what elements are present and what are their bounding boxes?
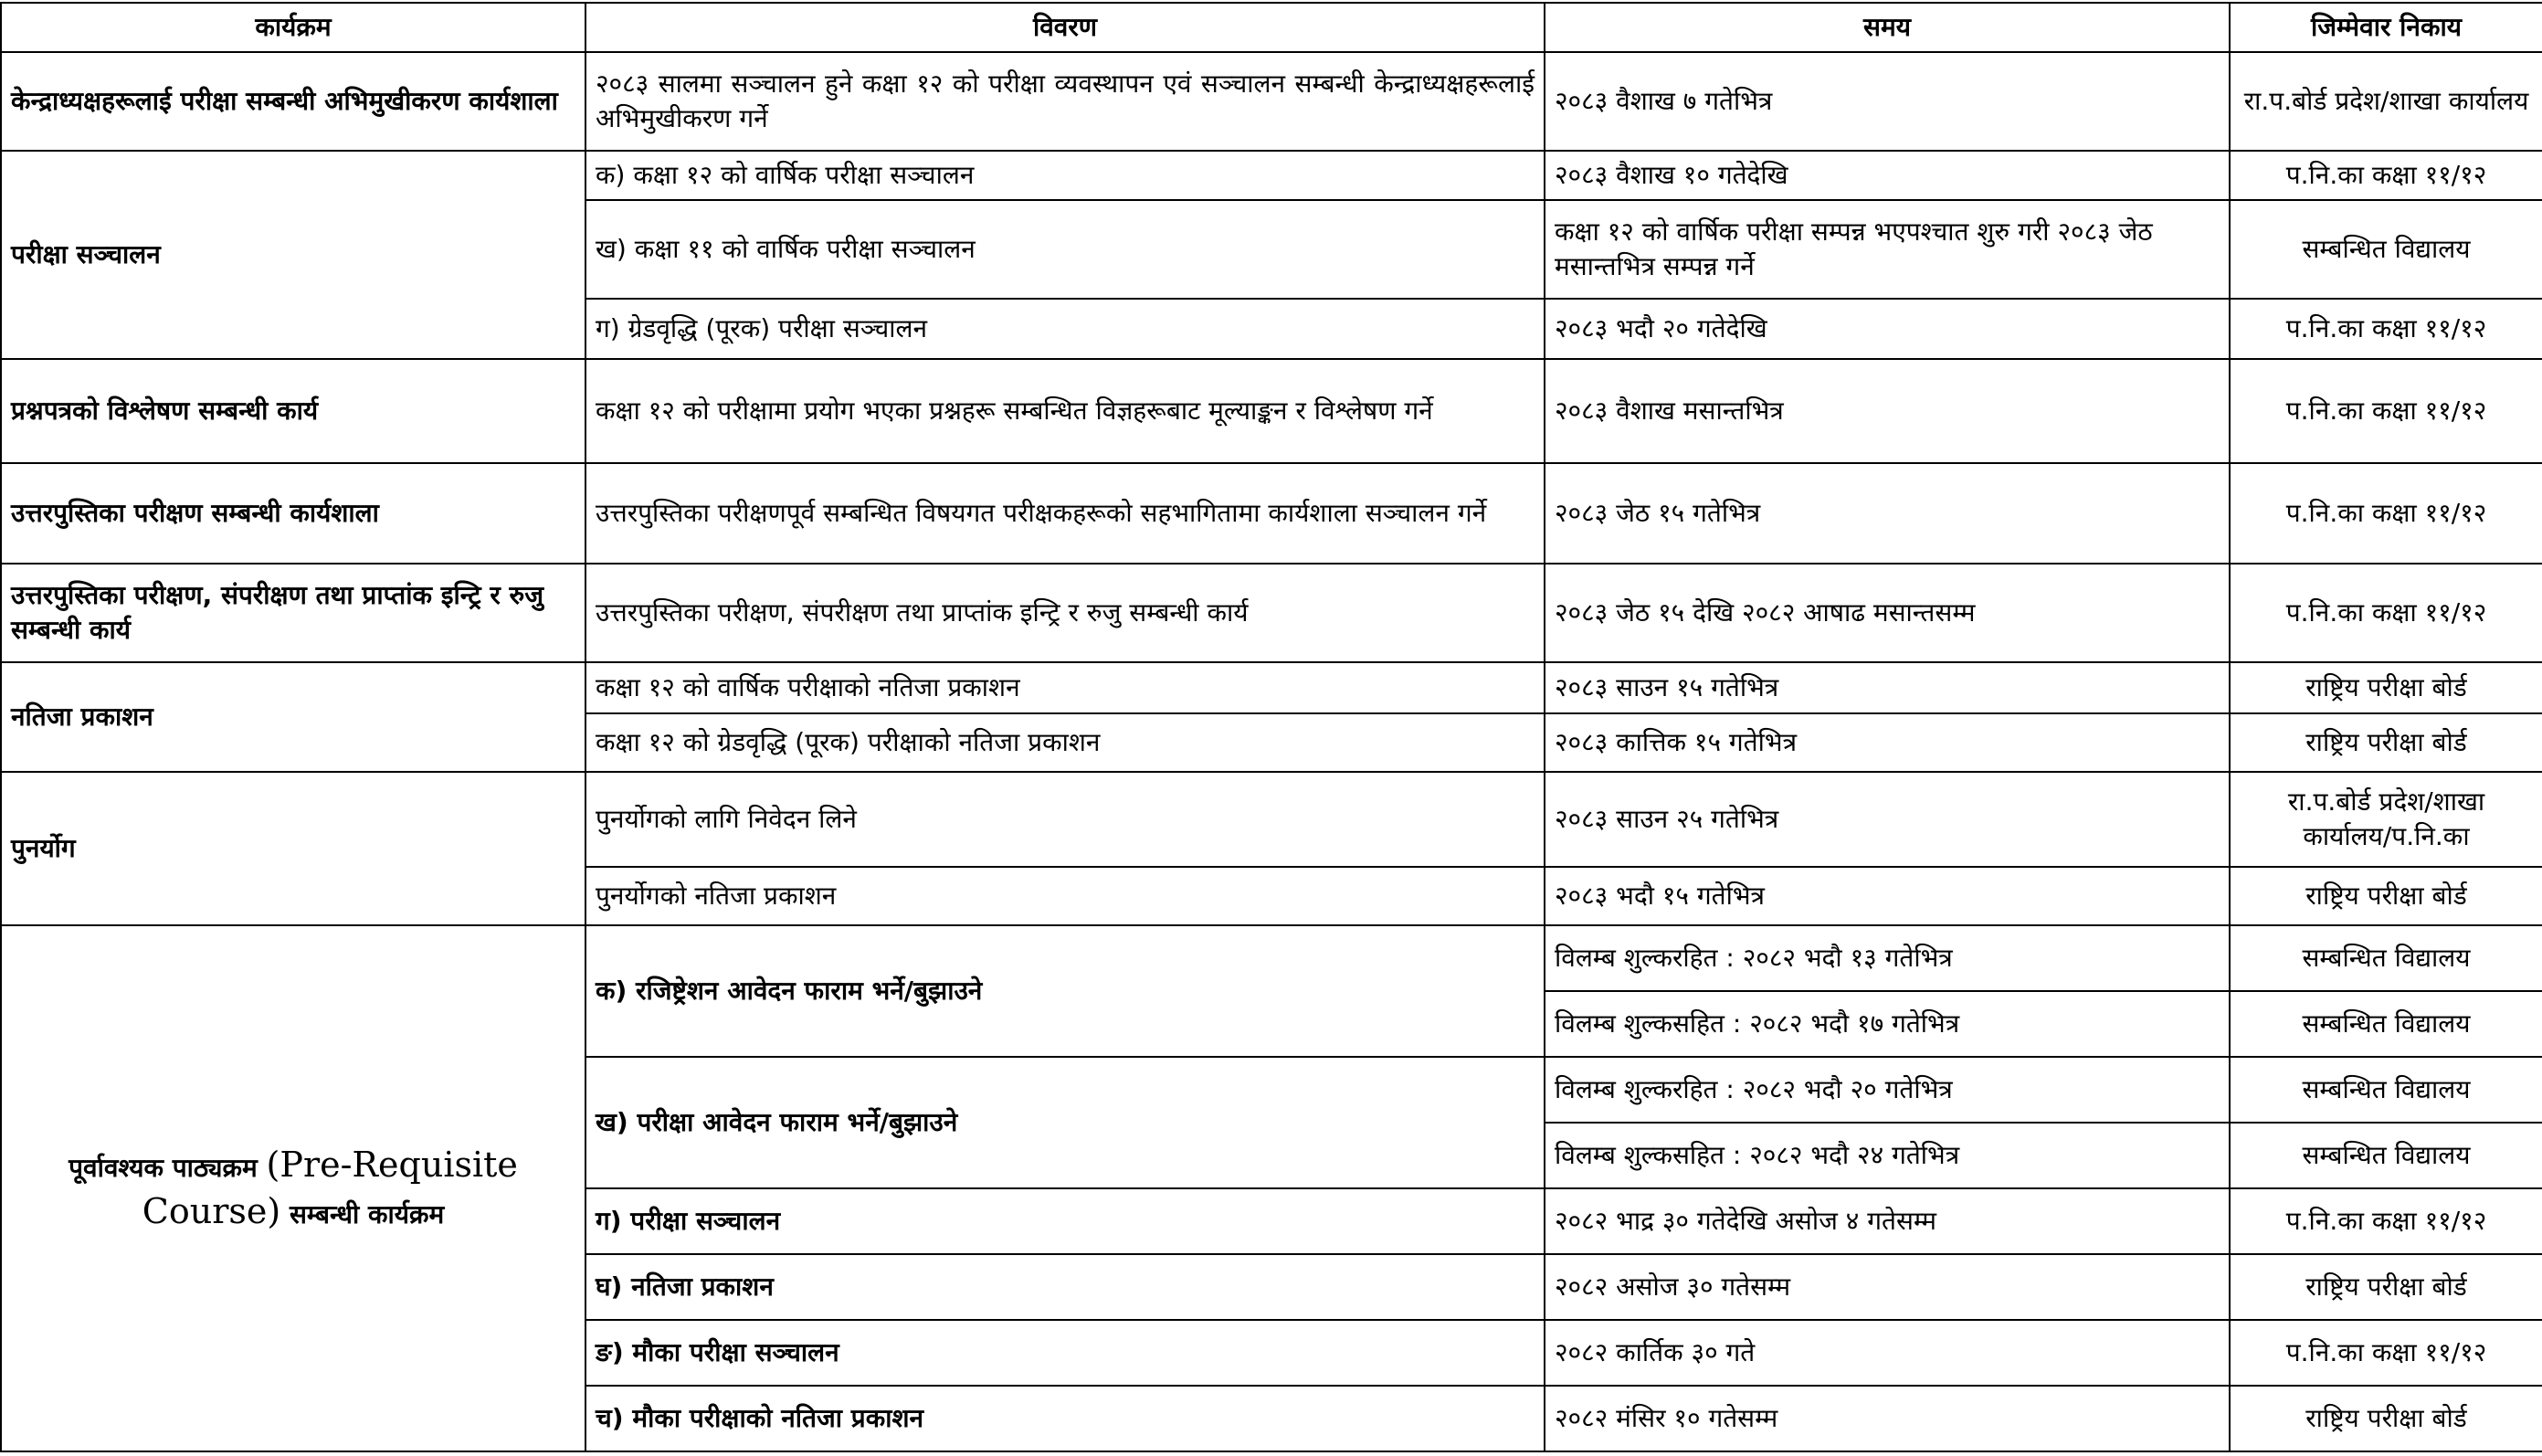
- responsible-cell: रा.प.बोर्ड प्रदेश/शाखा कार्यालय: [2230, 52, 2542, 151]
- description-cell: क) रजिष्ट्रेशन आवेदन फाराम भर्ने/बुझाउने: [585, 925, 1545, 1057]
- responsible-cell: सम्बन्धित विद्यालय: [2230, 200, 2542, 299]
- time-cell: २०८२ कार्तिक ३० गते: [1545, 1320, 2230, 1386]
- description-cell: ख) कक्षा ११ को वार्षिक परीक्षा सञ्चालन: [585, 200, 1545, 299]
- time-cell: २०८३ जेठ १५ गतेभित्र: [1545, 463, 2230, 564]
- description-cell: कक्षा १२ को ग्रेडवृद्धि (पूरक) परीक्षाको नतिजा प्रकाशन: [585, 713, 1545, 772]
- header-description: विवरण: [585, 3, 1545, 52]
- program-cell: प्रश्नपत्रको विश्लेषण सम्बन्धी कार्य: [1, 359, 585, 463]
- description-cell: क) कक्षा १२ को वार्षिक परीक्षा सञ्चालन: [585, 151, 1545, 200]
- program-cell: नतिजा प्रकाशन: [1, 662, 585, 772]
- time-cell: २०८२ भाद्र ३० गतेदेखि असोज ४ गतेसम्म: [1545, 1188, 2230, 1254]
- responsible-cell: सम्बन्धित विद्यालय: [2230, 925, 2542, 991]
- table-row: [1, 463, 2542, 564]
- time-cell: विलम्ब शुल्कसहित : २०८२ भदौ २४ गतेभित्र: [1545, 1123, 2230, 1188]
- responsible-cell: प.नि.का कक्षा ११/१२: [2230, 1320, 2542, 1386]
- program-cell: परीक्षा सञ्चालन: [1, 151, 585, 359]
- responsible-cell: सम्बन्धित विद्यालय: [2230, 1123, 2542, 1188]
- table-row: [1, 925, 2542, 991]
- responsible-cell: प.नि.का कक्षा ११/१२: [2230, 1188, 2542, 1254]
- responsible-cell: रा.प.बोर्ड प्रदेश/शाखा कार्यालय/प.नि.का: [2230, 772, 2542, 867]
- table-header-row: [1, 3, 2542, 52]
- description-cell: ङ) मौका परीक्षा सञ्चालन: [585, 1320, 1545, 1386]
- description-cell: पुनर्योगको लागि निवेदन लिने: [585, 772, 1545, 867]
- program-cell: पुनर्योग: [1, 772, 585, 925]
- responsible-cell: सम्बन्धित विद्यालय: [2230, 991, 2542, 1057]
- time-cell: २०८३ भदौ १५ गतेभित्र: [1545, 867, 2230, 925]
- time-cell: २०८३ कात्तिक १५ गतेभित्र: [1545, 713, 2230, 772]
- table-row: [1, 662, 2542, 713]
- program-cell: केन्द्राध्यक्षहरूलाई परीक्षा सम्बन्धी अभिमुखीकरण कार्यशाला: [1, 52, 585, 151]
- time-cell: २०८३ भदौ २० गतेदेखि: [1545, 299, 2230, 359]
- program-latin-text: (Pre-Requisite: [266, 1144, 518, 1185]
- program-latin-text: Course): [142, 1191, 281, 1231]
- header-responsible: जिम्मेवार निकाय: [2230, 3, 2542, 52]
- time-cell: २०८२ मंसिर १० गतेसम्म: [1545, 1386, 2230, 1451]
- time-cell: २०८३ साउन २५ गतेभित्र: [1545, 772, 2230, 867]
- time-cell: विलम्ब शुल्करहित : २०८२ भदौ १३ गतेभित्र: [1545, 925, 2230, 991]
- time-cell: २०८३ वैशाख मसान्तभित्र: [1545, 359, 2230, 463]
- description-cell: पुनर्योगको नतिजा प्रकाशन: [585, 867, 1545, 925]
- table-row: [1, 359, 2542, 463]
- responsible-cell: प.नि.का कक्षा ११/१२: [2230, 564, 2542, 662]
- responsible-cell: राष्ट्रिय परीक्षा बोर्ड: [2230, 713, 2542, 772]
- time-cell: विलम्ब शुल्करहित : २०८२ भदौ २० गतेभित्र: [1545, 1057, 2230, 1123]
- table-row: [1, 564, 2542, 662]
- time-cell: कक्षा १२ को वार्षिक परीक्षा सम्पन्न भएपश्चात शुरु गरी २०८३ जेठ मसान्तभित्र सम्पन्न गर्ने: [1545, 200, 2230, 299]
- responsible-cell: प.नि.का कक्षा ११/१२: [2230, 151, 2542, 200]
- description-cell: कक्षा १२ को परीक्षामा प्रयोग भएका प्रश्नहरू सम्बन्धित विज्ञहरूबाट मूल्याङ्कन र विश्लेषण गर्ने: [585, 359, 1545, 463]
- time-cell: २०८३ जेठ १५ देखि २०८२ आषाढ मसान्तसम्म: [1545, 564, 2230, 662]
- description-cell: उत्तरपुस्तिका परीक्षणपूर्व सम्बन्धित विषयगत परीक्षकहरूको सहभागितामा कार्यशाला सञ्चालन गर्ने: [585, 463, 1545, 564]
- time-cell: २०८२ असोज ३० गतेसम्म: [1545, 1254, 2230, 1320]
- responsible-cell: राष्ट्रिय परीक्षा बोर्ड: [2230, 1386, 2542, 1451]
- description-cell: घ) नतिजा प्रकाशन: [585, 1254, 1545, 1320]
- program-cell-prerequisite: [1, 925, 585, 1451]
- description-cell: २०८३ सालमा सञ्चालन हुने कक्षा १२ को परीक्षा व्यवस्थापन एवं सञ्चालन सम्बन्धी केन्द्राध्यक्षहरूलाई अभिमुखीकरण गर्ने: [585, 52, 1545, 151]
- time-cell: विलम्ब शुल्कसहित : २०८२ भदौ १७ गतेभित्र: [1545, 991, 2230, 1057]
- time-cell: २०८३ साउन १५ गतेभित्र: [1545, 662, 2230, 713]
- description-cell: ख) परीक्षा आवेदन फाराम भर्ने/बुझाउने: [585, 1057, 1545, 1188]
- description-cell: उत्तरपुस्तिका परीक्षण, संपरीक्षण तथा प्राप्तांक इन्ट्रि र रुजु सम्बन्धी कार्य: [585, 564, 1545, 662]
- responsible-cell: प.नि.का कक्षा ११/१२: [2230, 463, 2542, 564]
- description-cell: ग) ग्रेडवृद्धि (पूरक) परीक्षा सञ्चालन: [585, 299, 1545, 359]
- program-cell: उत्तरपुस्तिका परीक्षण सम्बन्धी कार्यशाला: [1, 463, 585, 564]
- responsible-cell: प.नि.का कक्षा ११/१२: [2230, 359, 2542, 463]
- header-program: कार्यक्रम: [1, 3, 585, 52]
- program-text: पूर्वावश्यक पाठ्यक्रम: [69, 1152, 267, 1183]
- table-row: [1, 151, 2542, 200]
- responsible-cell: सम्बन्धित विद्यालय: [2230, 1057, 2542, 1123]
- schedule-table: [0, 2, 2542, 1452]
- time-cell: २०८३ वैशाख १० गतेदेखि: [1545, 151, 2230, 200]
- program-text: सम्बन्धी कार्यक्रम: [280, 1199, 445, 1229]
- responsible-cell: राष्ट्रिय परीक्षा बोर्ड: [2230, 1254, 2542, 1320]
- description-cell: कक्षा १२ को वार्षिक परीक्षाको नतिजा प्रकाशन: [585, 662, 1545, 713]
- header-time: समय: [1545, 3, 2230, 52]
- responsible-cell: राष्ट्रिय परीक्षा बोर्ड: [2230, 867, 2542, 925]
- responsible-cell: राष्ट्रिय परीक्षा बोर्ड: [2230, 662, 2542, 713]
- description-cell: ग) परीक्षा सञ्चालन: [585, 1188, 1545, 1254]
- table-row: [1, 772, 2542, 867]
- table-row: [1, 52, 2542, 151]
- responsible-cell: प.नि.का कक्षा ११/१२: [2230, 299, 2542, 359]
- program-cell: उत्तरपुस्तिका परीक्षण, संपरीक्षण तथा प्राप्तांक इन्ट्रि र रुजु सम्बन्धी कार्य: [1, 564, 585, 662]
- time-cell: २०८३ वैशाख ७ गतेभित्र: [1545, 52, 2230, 151]
- description-cell: च) मौका परीक्षाको नतिजा प्रकाशन: [585, 1386, 1545, 1451]
